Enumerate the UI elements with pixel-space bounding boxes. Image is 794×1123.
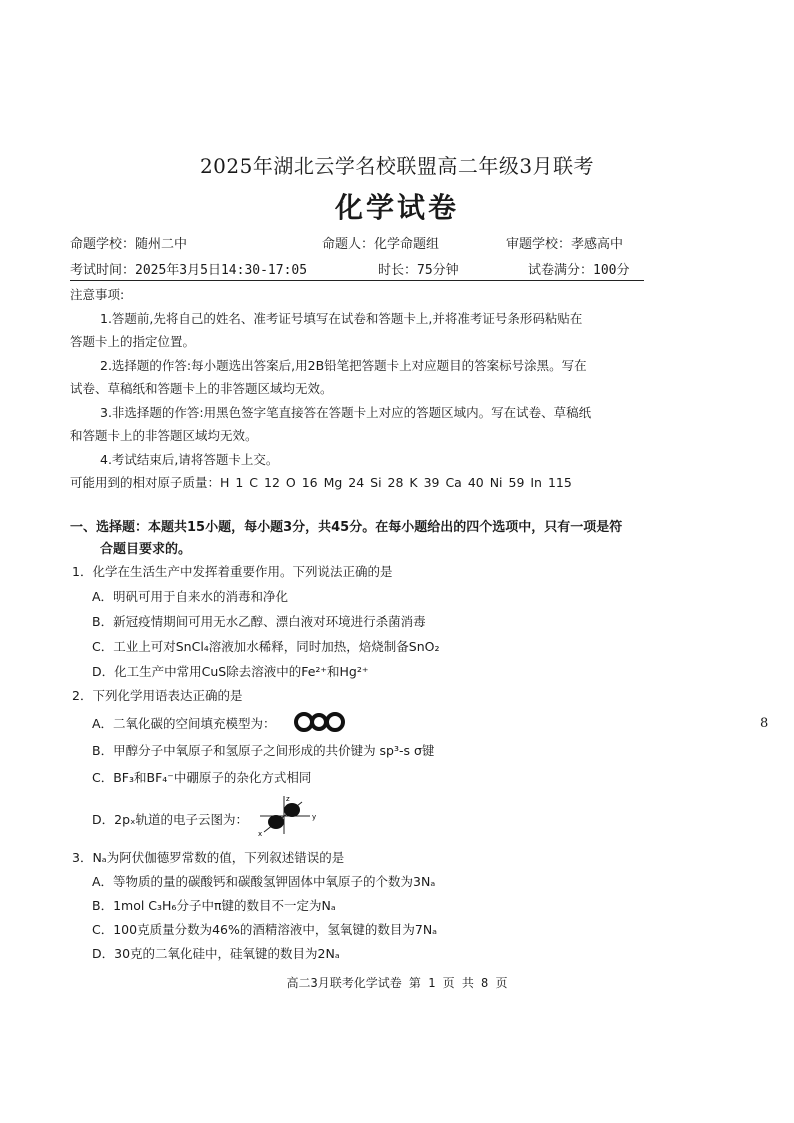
z-axis-label: z: [286, 795, 290, 803]
oxygen-sphere: [327, 714, 343, 730]
oxygen-sphere: [296, 714, 312, 730]
question-option: D．2pₓ轨道的电子云图为：: [92, 812, 249, 827]
notice-line: 4.考试结束后,请将答题卡上交。: [100, 452, 279, 467]
info-school: 命题学校：随州二中: [70, 237, 188, 252]
question-option: D．30克的二氧化硅中，硅氧键的数目为2Nₐ: [92, 946, 340, 961]
notice-line: 3.非选择题的作答:用黑色签字笔直接答在答题卡上对应的答题区域内。写在试卷、草稿纸: [100, 405, 592, 420]
info-time: 考试时间：2025年3月5日14:30-17:05: [70, 263, 308, 278]
exam-title: 2025年湖北云学名校联盟高二年级3月联考: [199, 154, 595, 178]
x-axis-label: x: [258, 830, 263, 838]
info-score: 试卷满分：100分: [528, 263, 630, 278]
carbon-sphere: [312, 715, 326, 729]
p-orbital-diagram: [254, 792, 324, 838]
question-option: C．100克质量分数为46%的酒精溶液中，氢氧键的数目为7Nₐ: [92, 922, 438, 937]
question-stem: 3．Nₐ为阿伏伽德罗常数的值，下列叙述错误的是: [72, 850, 345, 865]
question-stem: 2．下列化学用语表达正确的是: [72, 688, 243, 703]
question-option: A．明矾可用于自来水的消毒和净化: [92, 589, 289, 604]
header-divider: [70, 280, 644, 281]
notice-line: 答题卡上的指定位置。: [70, 334, 196, 349]
question-option: B．甲醇分子中氧原子和氢原子之间形成的共价键为 sp³-s σ键: [92, 743, 435, 758]
question-option: A．等物质的量的碳酸钙和碳酸氢钾固体中氧原子的个数为3Nₐ: [92, 874, 436, 889]
question-option: C．工业上可对SnCl₄溶液加水稀释，同时加热，焙烧制备SnO₂: [92, 639, 440, 654]
y-axis-label: y: [312, 813, 317, 821]
orbital-lobe: [284, 803, 300, 817]
question-option: D．化工生产中常用CuS除去溶液中的Fe²⁺和Hg²⁺: [92, 664, 369, 679]
atomic-masses: 可能用到的相对原子质量：H 1 C 12 O 16 Mg 24 Si 28 K 39 Ca 40 Ni 59 In 115: [70, 475, 572, 490]
co2-space-filling-model: [294, 710, 350, 734]
question-option: B．1mol C₃H₆分子中π键的数目不一定为Nₐ: [92, 898, 336, 913]
notice-line: 和答题卡上的非答题区域均无效。: [70, 428, 258, 443]
info-author: 命题人：化学命题组: [322, 237, 440, 252]
info-reviewer: 审题学校：孝感高中: [506, 237, 624, 252]
question-option: B．新冠疫情期间可用无水乙醇、漂白液对环境进行杀菌消毒: [92, 614, 426, 629]
notice-line: 2.选择题的作答:每小题选出答案后,用2B铅笔把答题卡上对应题目的答案标号涂黑。写在: [100, 358, 587, 373]
notice-line: 试卷、草稿纸和答题卡上的非答题区域均无效。: [70, 381, 333, 396]
exam-subject: 化学试卷: [334, 191, 459, 224]
notice-line: 1.答题前,先将自己的姓名、准考证号填写在试卷和答题卡上,并将准考证号条形码粘贴在: [100, 311, 583, 326]
section-heading-cont: 合题目要求的。: [100, 542, 192, 557]
notice-heading: 注意事项:: [70, 287, 125, 302]
side-page-mark: 8: [760, 716, 769, 731]
question-option: C．BF₃和BF₄⁻中硼原子的杂化方式相同: [92, 770, 312, 785]
orbital-lobe: [268, 815, 284, 829]
question-option: A．二氧化碳的空间填充模型为：: [92, 716, 276, 731]
info-duration: 时长：75分钟: [378, 263, 459, 278]
question-stem: 1．化学在生活生产中发挥着重要作用。下列说法正确的是: [72, 564, 393, 579]
section-heading: 一、选择题：本题共15小题，每小题3分，共45分。在每小题给出的四个选项中，只有一项是符: [70, 520, 623, 535]
page-footer: 高二3月联考化学试卷 第 1 页 共 8 页: [286, 976, 508, 990]
